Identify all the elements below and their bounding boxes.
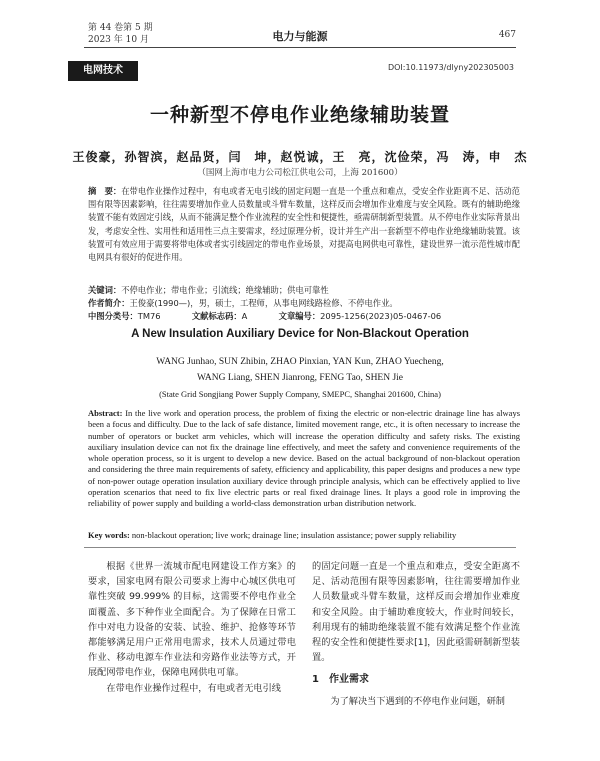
keywords-en-text: non-blackout operation; live work; drainage line; insulation assistance; power supply reliability [131,530,457,540]
keywords-cn-text: 不停电作业；带电作业；引流线；绝缘辅助；供电可靠性 [121,285,329,295]
classification-info [88,310,520,322]
title-chinese: 一种新型不停电作业绝缘辅助装置 [149,104,450,126]
authors-en-line-2: WANG Liang, SHEN Jianrong, FENG Tao, SHEN Jie [196,373,404,383]
section-heading: 1 作业需求 [312,674,369,686]
body-paragraph: 在带电作业操作过程中，有电或者无电引线 [106,682,281,694]
abstract-chinese [88,185,520,264]
page-number: 467 [498,30,516,40]
clc-value: TM76 [137,311,161,321]
abstract-english [88,408,520,510]
body-paragraph: 的固定问题一直是一个重点和难点，受安全距离不足、活动范围有限等因素影响，往往需要增加作业人员数量或斗臂车数量，这样反而会增加作业难度和安全风险。由于辅助难度较大，作业时间较长，利用现有的辅助绝缘装置不能有效满足整个作业流程的安全性和便捷性要求[1]，因此亟需研制新型装置。 [312,561,520,664]
abstract-cn-text: 在带电作业操作过程中，有电或者无电引线的固定问题一直是一个重点和难点，受安全作业距离不足、活动范围有限等因素影响，往往需要增加作业人员数量或斗臂车数量，这样反而会增加作业难度与安全风险。既有的辅助绝缘装置不能有效固定引线，从而不能满足整个作业流程的安全性和便捷性，亟需研制新型装置。从不停电作业实际背景出发，考虑安全性、实用性和适用性三点主要需求，经过原理分析，设计并生产出一套新型不停电作业绝缘辅助装置。该装置可有效应用于需要将带电体或者实引线固定的带电作业场景，对提高电网供电可靠性，建设世界一流示范性城市配电网具有很好的促进作用。 [88,186,520,263]
authors-english [110,354,490,386]
body-column-left [88,559,296,696]
body-rule [84,547,516,548]
authors-chinese: 王俊豪，孙智滨，赵品贤，闫 坤，赵悦诚，王 亮，沈俭荣，冯 涛，申 杰 [72,150,528,164]
doi: DOI:10.11973/dlyny202305003 [387,63,514,72]
author-intro [88,297,520,309]
title-english: A New Insulation Auxiliary Device for Non-Blackout Operation [131,328,469,340]
affiliation-english: (State Grid Songjiang Power Supply Company, SMEPC, Shanghai 201600, China) [159,389,441,399]
body-paragraph: 根据《世界一流城市配电网建设工作方案》的要求，国家电网有限公司要求上海中心城区供电可靠性突破 99.999% 的目标，这需要不停电作业全面覆盖、多下种作业全面配合。为了保障在日常工作中对电力设备的安装、试验、维护、抢修等环节都能够满足用户正常用电需求，技术人员通过带电作业、移动电源车作业法和旁路作业法等方式，开展配网带电作业，保障电网供电可靠。 [88,561,296,679]
keywords-en-label: Key words: [88,530,130,540]
abstract-en-text: In the live work and operation process, the problem of fixing the electric or non-electric drainage line has always been a focus and difficulty. Due to the lack of safe distance, limited movement range, etc., it is often necessary to increase the number of operators or bucket arm vehicles, which will increase the operation difficulty and safety risks. The existing auxiliary insulation device can not fix the drainage line effectively, and meet the safety and convenience requirements of the whole operation process, so it is urgent to develop a new device. Based on the actual background of non-blackout operation and considering the three main requirements of safety, efficiency and applicability, this paper designs and produces a new type of non-power outage operation insulation auxiliary device through principle analysis, which can be effectively applied to live operation scenarios that need to fix live electric parts or real fixed drainage lines. It plays a good role in improving the reliability of power supply and building a world-class demonstration urban distribution network. [88,408,521,509]
volume-line: 第 44 卷第 5 期 [88,23,153,33]
authors-en-line-1: WANG Junhao, SUN Zhibin, ZHAO Pinxian, YAN Kun, ZHAO Yuecheng, [156,357,444,367]
abstract-cn-label: 摘 要： [88,186,122,196]
author-intro-label: 作者简介： [88,298,130,308]
journal-name: 电力与能源 [272,30,328,43]
body-column-right [312,559,520,709]
code-value: A [241,311,248,321]
code-label: 文献标志码： [191,311,242,321]
article-id-label: 文章编号： [278,311,321,321]
abstract-en-label: Abstract: [88,408,123,418]
clc-label: 中图分类号： [88,311,138,321]
date-line: 2023 年 10 月 [88,35,149,45]
keywords-chinese [88,284,520,296]
author-intro-text: 王俊豪(1990—)，男，硕士，工程师，从事电网线路检修、不停电作业。 [129,298,398,308]
header-rule [84,47,516,48]
body-paragraph: 为了解决当下遇到的不停电作业问题，研制 [330,695,505,707]
keywords-english [88,530,520,540]
affiliation-chinese: （国网上海市电力公司松江供电公司，上海 201600） [197,168,403,178]
keywords-cn-label: 关键词： [88,285,122,295]
article-id-value: 2095-1256(2023)05-0467-06 [320,311,442,321]
section-tag: 电网技术 [68,61,138,81]
